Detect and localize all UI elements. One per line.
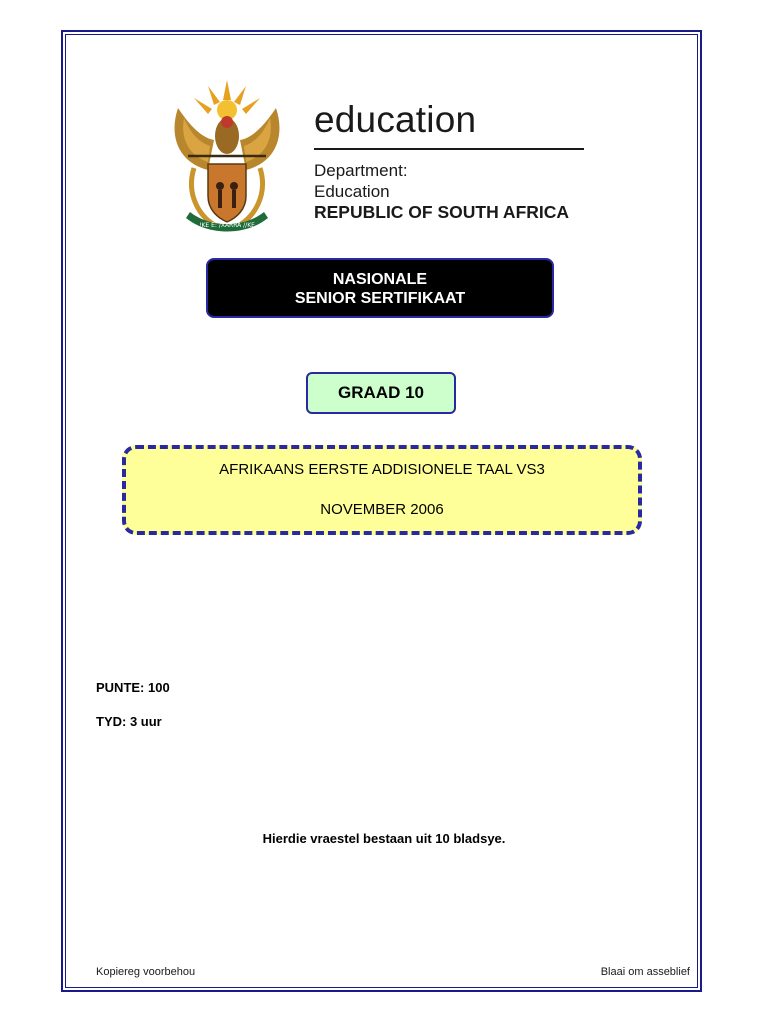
turn-over-footer: Blaai om asseblief — [600, 966, 690, 978]
south-african-coat-of-arms-icon — [168, 78, 286, 236]
exam-date: NOVEMBER 2006 — [320, 501, 444, 518]
certificate-line-2: SENIOR SERTIFIKAAT — [294, 290, 466, 307]
wordmark-divider — [314, 148, 584, 150]
department-name: Education — [314, 182, 390, 201]
education-wordmark: education — [314, 99, 477, 140]
department-label: Department: — [314, 161, 408, 180]
certificate-banner — [206, 258, 554, 318]
coat-of-arms-motto: !KE E: /XARRA //KE — [199, 222, 255, 229]
copyright-footer: Kopiereg voorbehou — [96, 966, 196, 978]
country-name: REPUBLIC OF SOUTH AFRICA — [314, 202, 570, 222]
page-count-note: Hierdie vraestel bestaan uit 10 bladsye. — [262, 831, 506, 846]
subject-title: AFRIKAANS EERSTE ADDISIONELE TAAL VS3 — [219, 461, 545, 478]
subject-panel — [122, 445, 642, 535]
grade-badge: GRAAD 10 — [306, 372, 456, 414]
time-info: TYD: 3 uur — [96, 714, 162, 729]
marks-info: PUNTE: 100 — [96, 680, 170, 695]
department-logo — [150, 58, 610, 248]
certificate-line-1: NASIONALE — [332, 271, 428, 288]
